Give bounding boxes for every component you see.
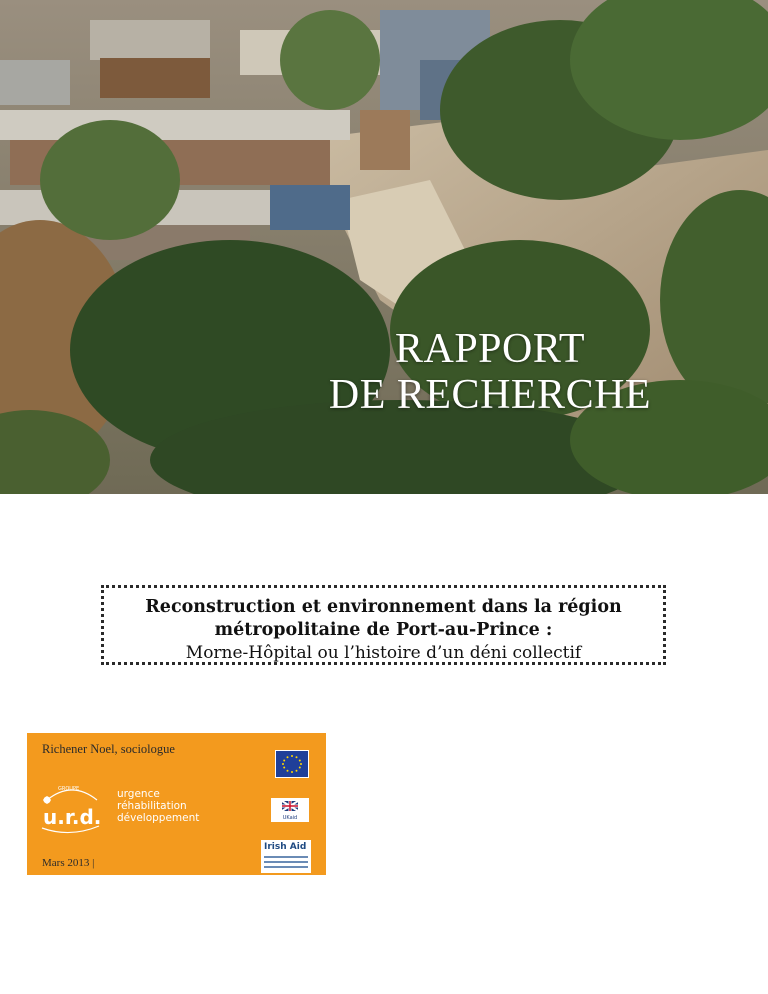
logo-word-1: urgence bbox=[117, 788, 160, 800]
irish-aid-label: Irish Aid bbox=[264, 842, 307, 852]
logo-word-2: réhabilitation bbox=[117, 800, 187, 812]
irish-aid-text-line bbox=[264, 866, 308, 868]
logo-text: u.r.d. bbox=[43, 805, 102, 829]
credits-block bbox=[27, 733, 326, 875]
author-name: Richener Noel, sociologue bbox=[42, 742, 175, 756]
cover-photo bbox=[0, 0, 768, 494]
irish-aid-logo-icon bbox=[261, 840, 311, 873]
ukaid-label: UKaid bbox=[282, 815, 298, 821]
eu-flag-icon bbox=[275, 750, 309, 778]
urd-logo-icon bbox=[37, 778, 107, 838]
report-title-line-1: Reconstruction et environnement dans la région bbox=[145, 597, 622, 617]
report-type-line-1: RAPPORT bbox=[394, 326, 586, 372]
report-title-box bbox=[101, 585, 666, 665]
irish-aid-text-line bbox=[264, 861, 308, 863]
ukaid-logo-icon bbox=[271, 798, 309, 822]
publication-date: Mars 2013 | bbox=[42, 857, 95, 869]
report-type-title bbox=[290, 326, 690, 418]
report-subtitle: Morne-Hôpital ou l’histoire d’un déni collectif bbox=[185, 643, 582, 663]
logo-arc-text: GROUPE bbox=[58, 786, 80, 792]
report-type-line-2: DE RECHERCHE bbox=[328, 372, 652, 418]
irish-aid-text-line bbox=[264, 856, 308, 858]
logo-word-3: développement bbox=[117, 812, 200, 824]
logo-tagline bbox=[117, 788, 199, 824]
hillside-settlement-image bbox=[0, 0, 768, 494]
report-title-line-2: métropolitaine de Port-au-Prince : bbox=[214, 620, 553, 640]
